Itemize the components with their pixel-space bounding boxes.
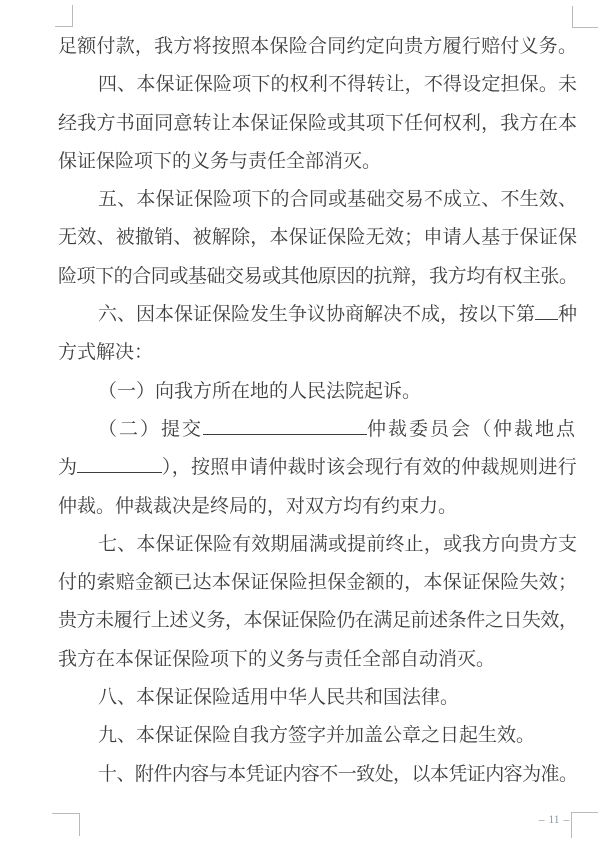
text-line: 七、本保证保险有效期届满或提前终止，或我方向贵方支 <box>98 533 577 555</box>
text-segment: 仲裁委员会（仲裁地点 <box>366 418 577 440</box>
text-line: 四、本保证保险项下的权利不得转让，不得设定担保。未 <box>98 74 577 96</box>
text-line: 我方在本保证保险项下的义务与责任全部自动消灭。 <box>58 648 496 670</box>
text-segment: ），按照申请仲裁时该会现行有效的仲裁规则进行 <box>161 457 577 479</box>
text-line <box>58 411 577 449</box>
page-number-value: 11 <box>548 814 560 826</box>
text-segment: （二）提交 <box>98 418 204 440</box>
text-line: 足额付款，我方将按照本保险合同约定向贵方履行赔付义务。 <box>58 36 577 57</box>
text-line: 仲裁。仲裁裁决是终局的，对双方均有约束力。 <box>58 495 458 517</box>
text-line: 贵方未履行上述义务，本保证保险仍在满足前述条件之日失效， <box>58 610 577 632</box>
text-line: 十、附件内容与本凭证内容不一致处，以本凭证内容为准。 <box>98 763 577 785</box>
crop-mark-top-left <box>55 5 73 27</box>
text-line: 付的索赔金额已达本保证保险担保金额的，本保证保险失效； <box>58 572 577 594</box>
blank-underline <box>203 412 367 435</box>
page-number-dash-right: – <box>563 814 570 826</box>
page-number-dash-left: – <box>538 814 545 826</box>
page-number <box>527 814 581 826</box>
crop-mark-bottom-left <box>52 813 80 836</box>
text-segment: 为 <box>58 457 78 479</box>
text-segment: 种 <box>557 304 577 326</box>
blank-underline <box>535 297 558 320</box>
text-line <box>58 296 577 334</box>
text-line: 九、本保证保险自我方签字并加盖公章之日起生效。 <box>98 725 536 747</box>
document-body <box>58 28 577 794</box>
text-line: 方式解决： <box>58 342 154 364</box>
text-line <box>58 449 577 487</box>
text-line: 八、本保证保险适用中华人民共和国法律。 <box>98 687 460 709</box>
blank-underline <box>77 450 162 473</box>
text-line: 险项下的合同或基础交易或其他原因的抗辩，我方均有权主张。 <box>58 265 577 287</box>
text-line: 无效、被撤销、被解除，本保证保险无效；申请人基于保证保 <box>58 227 577 249</box>
text-line: 五、本保证保险项下的合同或基础交易不成立、不生效、 <box>98 189 577 211</box>
text-line: 经我方书面同意转让本保证保险或其项下任何权利，我方在本 <box>58 112 577 134</box>
crop-mark-top-right <box>572 6 598 28</box>
text-segment: 六、因本保证保险发生争议协商解决不成，按以下第 <box>98 304 536 326</box>
text-line: 保证保险项下的义务与责任全部消灭。 <box>58 150 382 172</box>
text-line: （一）向我方所在地的人民法院起诉。 <box>98 380 422 402</box>
